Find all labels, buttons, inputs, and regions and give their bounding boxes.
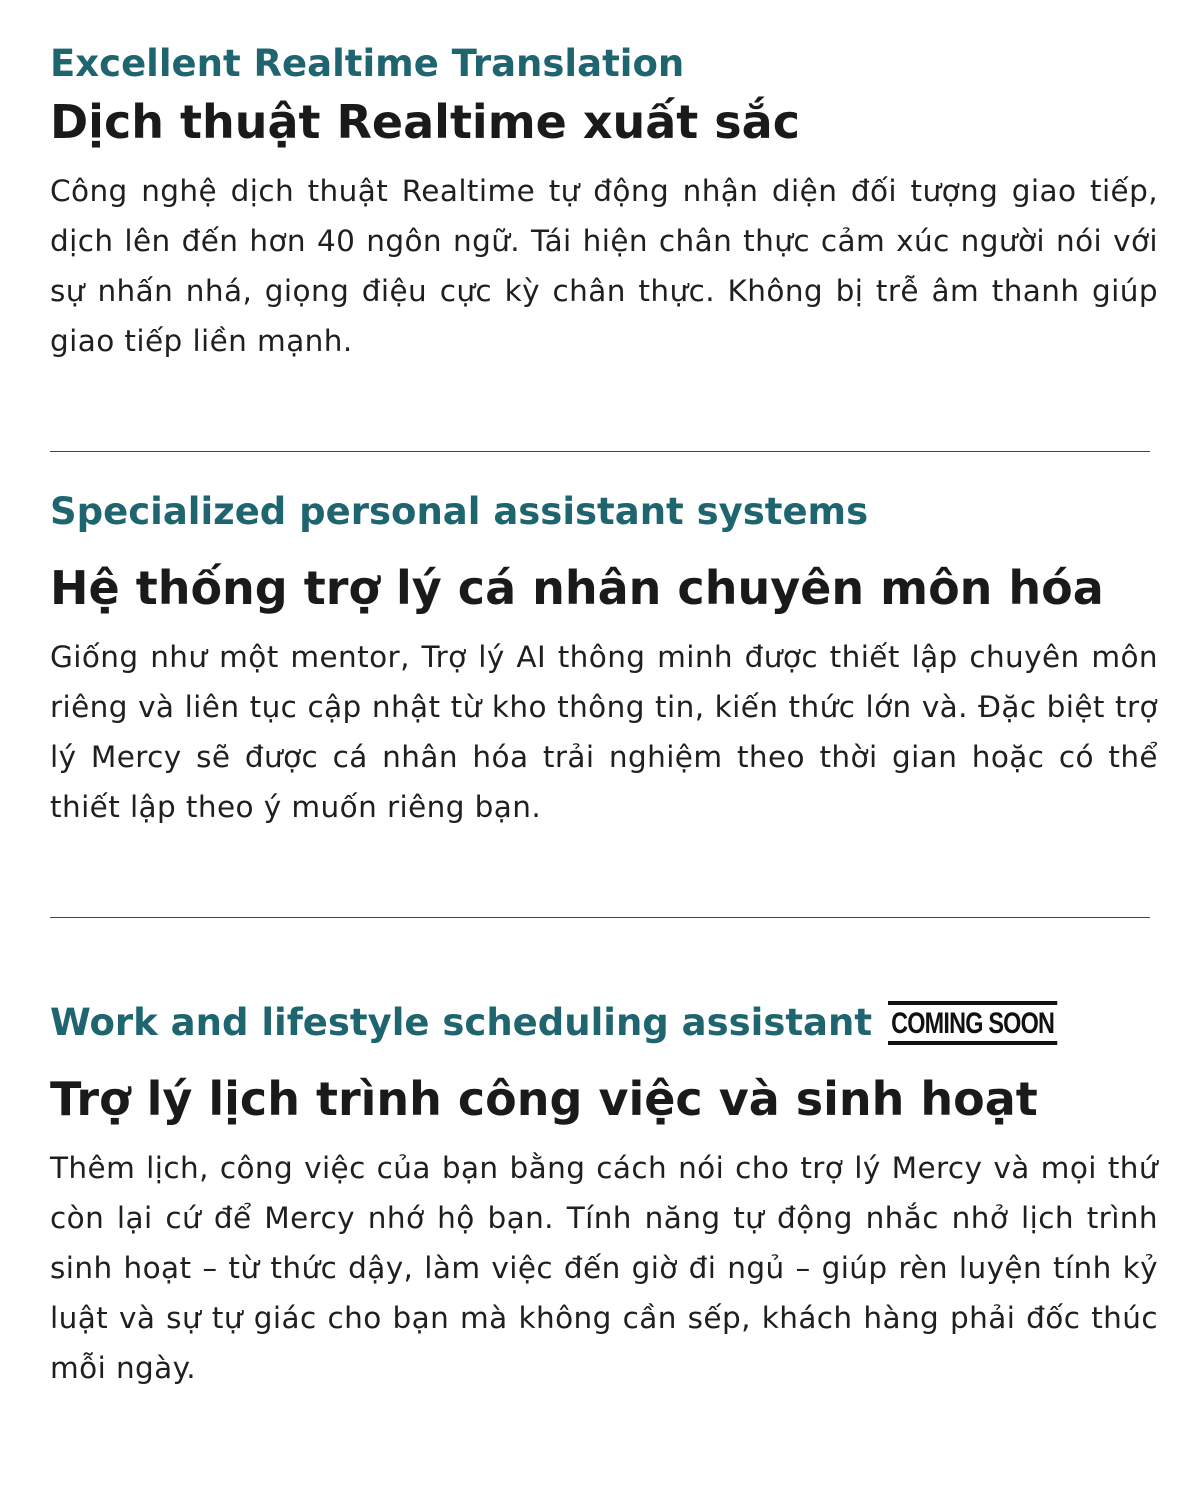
section-subtitle: Specialized personal assistant systems (50, 490, 869, 533)
section-subtitle: Work and lifestyle scheduling assistant (50, 1001, 873, 1044)
section-body: Thêm lịch, công việc của bạn bằng cách nói cho trợ lý Mercy và mọi thứ còn lại cứ để Mercy nhớ hộ bạn. Tính năng tự động nhắc nhở lịch trình sinh hoạt – từ thức dậy, làm việc đến giờ đi ngủ – giúp rèn luyện tính kỷ luật và sự tự giác cho bạn mà không cần sếp, khách hàng phải đốc thúc mỗi ngày. (50, 1151, 1158, 1385)
feature-section-scheduling (50, 1001, 1158, 1393)
section-divider (50, 451, 1150, 452)
section-title: Trợ lý lịch trình công việc và sinh hoạt (50, 1072, 1038, 1126)
feature-section-assistant (50, 490, 1158, 832)
feature-section-translation (50, 42, 1158, 366)
section-subtitle: Excellent Realtime Translation (50, 42, 685, 85)
section-title: Hệ thống trợ lý cá nhân chuyên môn hóa (50, 561, 1104, 615)
section-divider (50, 917, 1150, 918)
section-subtitle-row (50, 1001, 1158, 1045)
section-body: Công nghệ dịch thuật Realtime tự động nhận diện đối tượng giao tiếp, dịch lên đến hơn 40 ngôn ngữ. Tái hiện chân thực cảm xúc người nói với sự nhấn nhá, giọng điệu cực kỳ chân thực. Không bị trễ âm thanh giúp giao tiếp liền mạnh. (50, 174, 1158, 358)
coming-soon-badge: COMING SOON (888, 1001, 1057, 1045)
section-title: Dịch thuật Realtime xuất sắc (50, 95, 800, 149)
section-body: Giống như một mentor, Trợ lý AI thông minh được thiết lập chuyên môn riêng và liên tục cập nhật từ kho thông tin, kiến thức lớn và. Đặc biệt trợ lý Mercy sẽ được cá nhân hóa trải nghiệm theo thời gian hoặc có thể thiết lập theo ý muốn riêng bạn. (50, 640, 1158, 824)
